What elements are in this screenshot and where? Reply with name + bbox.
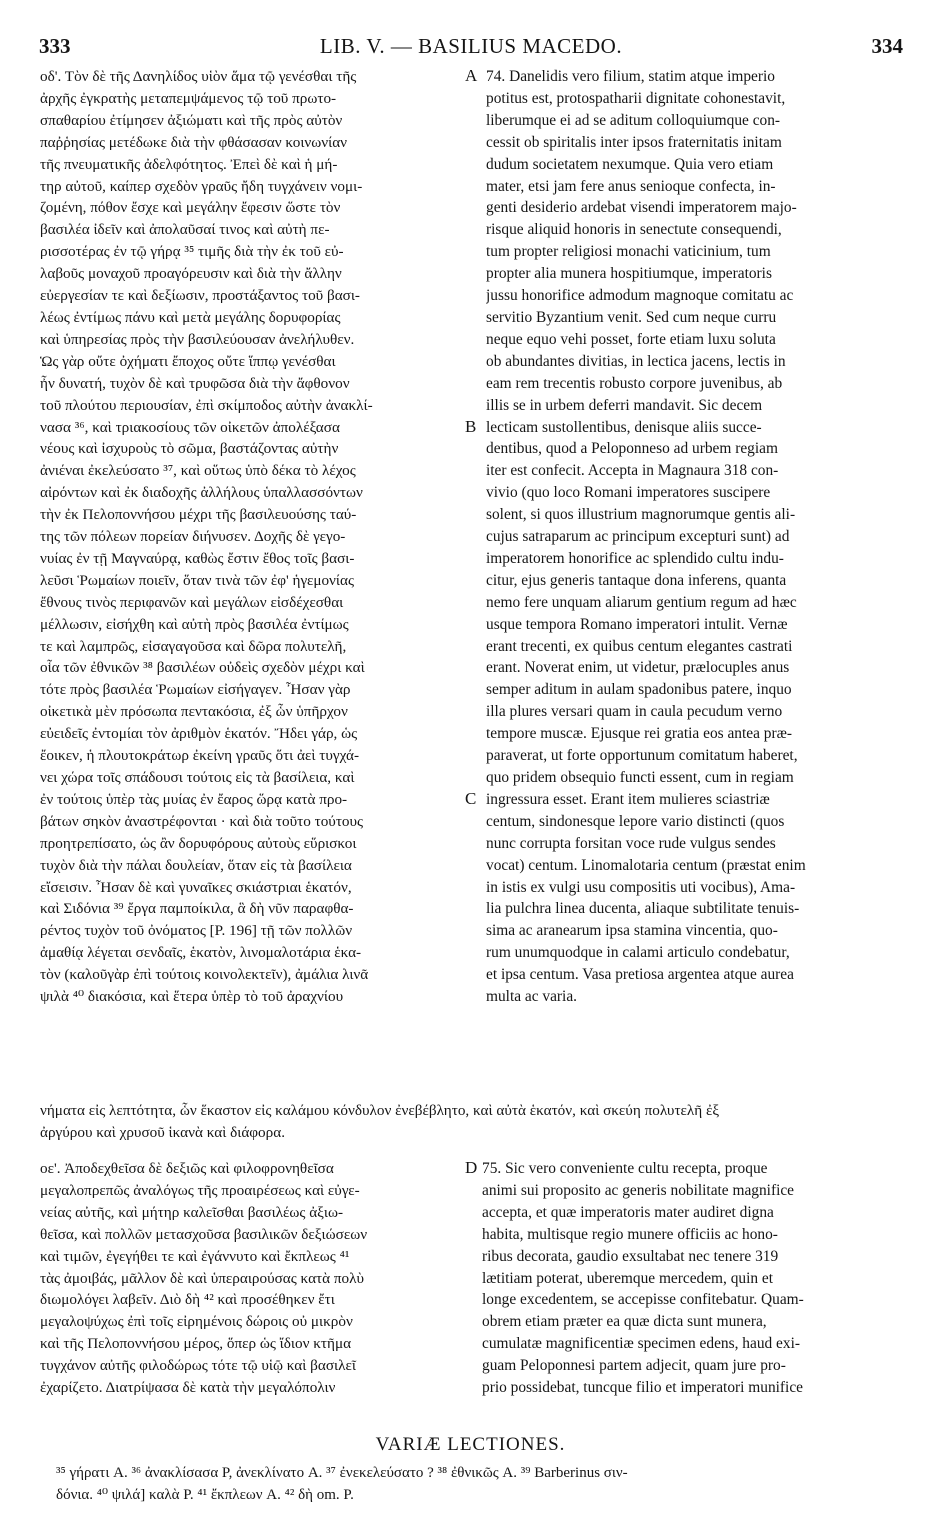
greek-text-line: νυίας ἐν τῇ Μαγναύρᾳ, καθὼς ἔστιν ἔθος τοῖς βασι- [40,549,355,567]
greek-text-line: τότε πρὸς βασιλέα Ῥωμαίων εἰσήγαγεν. Ἦσαν γὰρ [40,681,351,699]
greek-text-line: ἦν δυνατή, τυχὸν δὲ καὶ τρυφῶσα διὰ τὴν ἄφθονον [40,374,350,392]
latin-text-line: guam Peloponnesi partem adjecit, quam jure pro- [482,1357,786,1375]
greek-text-line: θεῖσα, καὶ πολλῶν μετασχοῦσα βασιλικῶν δεξιώσεων [40,1225,368,1243]
greek-text-line: οἰκετικὰ μὲν πρόσωπα πεντακόσια, ἐξ ὧν ὑπῆρχον [40,703,348,721]
greek-column-bottom [40,1158,460,1399]
greek-text-line: τὴν ἐκ Πελοποννήσου μέχρι τῆς βασιλευούσης ταύ- [40,506,357,524]
latin-text-line: obrem etiam præter ea quæ dicta sunt munera, [482,1313,767,1331]
greek-text-line: καὶ τῆς Πελοποννήσου μέρος, ὅπερ ὡς ἴδιον κτῆμα [40,1335,352,1353]
greek-text-line: μέλλωσιν, εἰσήχθη καὶ αὐτὴ πρὸς βασιλέα ἐντίμως [40,615,349,633]
latin-text-line: vocat) centum. Linomalotaria centum (præstat enim [486,856,806,874]
latin-text-line: cessit ob spiritalis inter ipsos fraternitatis initam [486,133,782,151]
greek-text-line: ἀρχῆς ἐγκρατὴς μεταπεμψάμενος τῷ τοῦ πρωτο- [40,89,337,107]
greek-column-top [40,66,460,1008]
right-page-number: 334 [871,34,903,58]
margin-mark-a: A [465,66,478,85]
variae-note-line: δόνια. ⁴⁰ ψιλά] καλὰ P. ⁴¹ ἔκπλεων A. ⁴² δὴ om. P. [56,1487,354,1503]
latin-text-line: jussu honorifice admodum magnoque comitatu ac [486,287,794,305]
latin-text-line: propter alia munera hospitiumque, imperatoris [486,265,772,283]
greek-text-line: νει χώρα τοῖς σπάδουσι τούτοις εἰς τὰ βασίλεια, καὶ [40,769,355,786]
greek-text-line: μεγαλοπρεπῶς ἀναλόγως τῆς προαιρέσεως καὶ εὐγε- [40,1181,360,1199]
latin-text-line: nunc corrupta forsitan voce rude vulgus sendes [486,834,776,852]
latin-text-line: paraverat, ut forte opportunum comitatum haberet, [486,747,798,765]
latin-text-line: semper aditum in aulam spadonibus patere, inquo [486,681,792,699]
latin-text-line: ob abundantes divitias, in lectica jacens, lectis in [486,352,786,370]
latin-text-line: illis se in urbem deferri mandavit. Sic decem [486,396,763,414]
greek-text-line: τῆς πνευματικῆς ἀδελφότητος. Ἐπεὶ δὲ καὶ ἡ μή- [40,155,338,173]
greek-text-line: τε καὶ λαμπρῶς, εἰσαγαγοῦσα καὶ δῶρα πολυτελῆ, [40,637,347,655]
greek-text-line: βασιλέα ἰδεῖν καὶ ἀπολαῦσαί τινος καὶ αὐτὴ πε- [40,221,330,239]
greek-text-line: τυγχάνον αὐτῆς φιλοδώρως τότε τῷ υἱῷ καὶ βασιλεῖ [40,1357,356,1375]
greek-text-line: ζομένη, πόθον ἔσχε καὶ μεγάλην ἔφεσιν ὥστε τὸν [40,199,341,217]
latin-text-line: 74. Danelidis vero filium, statim atque imperio [486,68,775,85]
greek-text-line: εὐεργεσίαν τε καὶ δεξίωσιν, προστάξαντος τοῦ βασι- [40,287,360,305]
full-width-text [40,1100,908,1144]
greek-text-line: ἔοικεν, ἡ πλουτοκράτωρ ἐκείνη γραῦς ὅτι ἀεὶ τυγχά- [40,747,360,765]
greek-text-line: οἷα τῶν ἐθνικῶν ³⁸ βασιλέων οὐδεὶς σχεδὸν μέχρι καὶ [40,659,365,677]
latin-text-line: habita, multisque regio munere officiis ac hono- [482,1225,778,1243]
latin-text-line: risque aliquid honoris in senectute consequendi, [486,221,782,239]
greek-text-line: ρισσοτέρας ἐν τῷ γήρᾳ ³⁵ τιμῆς διὰ τὴν ἐκ τοῦ εὐ- [40,243,344,261]
greek-text-line: διωμολόγει λαβεῖν. Διὸ δὴ ⁴² καὶ προσέθηκεν ἔτι [40,1291,335,1309]
margin-mark-c: C [465,789,477,808]
greek-text-line: νείας αὐτῆς, καὶ μήτηρ καλεῖσθαι βασιλέως ἀξιω- [40,1203,344,1221]
full-width-text-line: νήματα εἰς λεπτότητα, ὧν ἕκαστον εἰς καλάμου κόνδυλον ἐνεβέβλητο, καὶ αὐτὰ ἑκατόν, καὶ σκεύη πολυτελῆ ἐξ [40,1102,720,1119]
running-title: LIB. V. — BASILIUS MACEDO. [319,34,623,58]
greek-text-line: σπαθαρίου ἐτίμησεν ἀξιώματι καὶ τῆς πρὸς αὐτὸν [40,111,343,129]
latin-column-top [486,66,908,1008]
latin-text-line: longe excedentem, se accepisse confitebatur. Quam- [482,1291,804,1309]
latin-text-line: cujus satraparum ac principum excepturi sunt) ad [486,528,790,546]
latin-text-line: genti desiderio ardebat visendi imperatorem majo- [486,199,797,217]
latin-text-line: usque tempora Romano imperatori intulit. Vernæ [486,615,788,633]
greek-text-line: προητρεπίσατο, ὡς ἂν δορυφόρους αὐτοὺς εὕρισκοι [40,834,357,852]
greek-text-line: λαβοῦς μοναχοῦ προαγόρευσιν καὶ διὰ τὴν ἄλλην [40,265,342,283]
latin-text-line: erant trecenti, ex quibus centum elegantes castrati [486,637,793,655]
greek-text-line: νασα ³⁶, καὶ τριακοσίους τῶν οἰκετῶν ἀπολέξασα [40,418,340,436]
greek-text-line: εἴσεισιν. Ἦσαν δὲ καὶ γυναῖκες σκιάστριαι ἑκατόν, [40,878,352,896]
latin-text-line: tum propter religiosi monachi vaticinium, tum [486,243,771,261]
latin-text-line: lætitiam poterat, uberemque mercedem, quin et [482,1269,774,1287]
latin-column-bottom [482,1158,908,1399]
latin-text-line: solent, si quos illustrium magnorumque gentis ali- [486,506,796,524]
full-width-text-line: ἀργύρου καὶ χρυσοῦ ἱκανὰ καὶ διάφορα. [40,1123,285,1141]
greek-text-line: καὶ ὑπηρεσίας πρὸς τὴν βασιλεύουσαν ἀνελήλυθεν. [40,330,355,348]
greek-text-line: οε'. Ἀποδεχθεῖσα δὲ δεξιῶς καὶ φιλοφρονηθεῖσα [40,1160,334,1177]
greek-text-line: τηρ αὐτοῦ, καίπερ σχεδὸν γραῦς ἤδη τυγχάνειν νομι- [40,177,363,195]
latin-text-line: erant. Noverat enim, ut videtur, prælocuples anus [486,659,790,677]
latin-text-line: quo pridem obsequio functi essent, cum in regiam [486,769,794,786]
latin-text-line: sima ac aranearum ipsa stamina vincentia, quo- [486,922,778,940]
latin-text-line: dentibus, quod a Peloponneso ad urbem regiam [486,440,778,458]
latin-text-line: accepta, et quæ imperatoris mater audiret digna [482,1203,774,1221]
latin-text-line: multa ac varia. [486,988,578,1006]
latin-text-line: iter est confecit. Accepta in Magnaura 318 con- [486,462,779,480]
greek-text-line: ἐν τούτοις ὑπὲρ τὰς μυίας ἐν ἔαρος ὥρᾳ κατὰ προ- [40,790,348,808]
latin-text-line: animi sui proposito ac generis nobilitate magnifice [482,1181,795,1199]
variae-lectiones-title: VARIÆ LECTIONES. [375,1434,566,1455]
variae-note-line: ³⁵ γήρατι A. ³⁶ ἀνακλίσασα P, ἀνεκλίνατο A. ³⁷ ἐνεκελεύσατο ? ³⁸ ἐθνικῶς A. ³⁹ Barberinus σιν- [56,1465,628,1481]
greek-text-line: καὶ τιμῶν, ἐγεγήθει τε καὶ ἐγάννυτο καὶ ἔκπλεως ⁴¹ [40,1247,350,1265]
latin-text-line: rum unumquodque in calami articulo condebatur, [486,944,790,962]
latin-text-line: prio possidebat, tuncque filio et imperatori munifice [482,1379,803,1397]
latin-text-line: potitus est, protospatharii dignitate cohonestavit, [486,89,786,107]
latin-text-line: lia pulchra linea ducenta, aliaque subtilitate tenuis- [486,900,800,918]
left-page-number: 333 [39,34,71,58]
latin-text-line: neque equo vehi posset, forte etiam luxu soluta [486,330,776,348]
greek-text-line: της τῶν πόλεων πορείαν διήνυσεν. Δοχῆς δὲ γεγο- [40,528,346,546]
greek-text-line: καὶ Σιδόνια ³⁹ ἔργα παμποίκιλα, ἃ δὴ νῦν παραφθα- [40,900,354,918]
greek-text-line: νέους καὶ ἰσχυροὺς τὸ σῶμα, βαστάζοντας αὐτὴν [40,440,339,458]
greek-text-line: ἐχαρίζετο. Διατρίψασα δὲ κατὰ τὴν μεγαλόπολιν [40,1379,336,1397]
latin-text-line: mater, etsi jam fere anus senioque confecta, in- [486,177,776,195]
greek-text-line: ἔθνους τινὸς περιφανῶν καὶ μεγάλων εἰσδέχεσθαι [40,593,344,611]
greek-text-line: ψιλὰ ⁴⁰ διακόσια, καὶ ἕτερα ὑπὲρ τὸ τοῦ ἀραχνίου [40,988,344,1006]
greek-text-line: μεγαλοψύχως ἐπὶ τοῖς εἰρημένοις δώροις οὐ μικρὸν [40,1313,353,1331]
greek-text-line: Ὡς γὰρ οὔτε ὀχήματι ἔποχος οὔτε ἵππῳ γενέσθαι [40,352,336,370]
latin-text-line: 75. Sic vero conveniente cultu recepta, proque [482,1160,768,1177]
latin-text-line: centum, sindonesque lepore vario distincti (quos [486,812,785,830]
variae-lectiones-notes [56,1462,908,1506]
greek-text-line: βάτων σηκὸν ἀναστρέφονται · καὶ διὰ τοῦτο τούτους [40,812,364,830]
greek-text-line: οδ'. Τὸν δὲ τῆς Δανηλίδος υἱὸν ἅμα τῷ γενέσθαι τῆς [40,68,357,85]
latin-text-line: in istis ex vulgi usu compositis uti vocibus), Ama- [486,878,796,896]
greek-text-line: λεῦσι Ῥωμαίων ποιεῖν, ὅταν τινὰ τῶν ἐφ' ἡγεμονίας [40,571,354,589]
greek-text-line: τὰς ἀμοιβάς, μᾶλλον δὲ καὶ ὑπεραιρούσας κατὰ πολὺ [40,1269,365,1287]
greek-text-line: ρέντος τυχὸν τοῦ ὀνόματος [P. 196] τῇ τῶν πολλῶν [40,922,353,940]
latin-text-line: nemo fere unquam aliarum gentium regum ad hæc [486,593,797,611]
page-header [35,34,907,64]
greek-text-line: αἰρόντων καὶ ἐκ διαδοχῆς ἀλλήλους ὑπαλλασσόντων [40,484,363,502]
latin-text-line: servitio Byzantium venit. Sed cum neque curru [486,308,777,326]
greek-text-line: λέως ἐντίμως πάνυ καὶ μετὰ μεγάλης δορυφορίας [40,308,341,326]
greek-text-line: εὐειδεῖς ἐντομίαι τὸν ἀριθμὸν ἑκατόν. Ἤδει γάρ, ὡς [40,725,358,743]
latin-text-line: et ipsa centum. Vasa pretiosa argentea atque aurea [486,966,794,984]
latin-text-line: citur, ejus generis tantaque dona inferens, quanta [486,571,787,589]
latin-text-line: cumulatæ magnificentiæ specimen edens, haud exi- [482,1335,800,1353]
greek-text-line: τὸν (καλοῦγὰρ ἐπὶ τούτοις κοινολεκτεῖν), ἀμάλια λινᾶ [40,966,369,984]
greek-text-line: ἀνιέναι ἐκελεύσατο ³⁷, καὶ οὕτως ὑπὸ δέκα τὸ λέχος [40,462,356,480]
latin-text-line: vivio (quo loco Romani imperatores suscipere [486,484,771,502]
latin-text-line: ingressura esset. Erant item mulieres sciastriæ [486,790,770,808]
latin-text-line: tempore muscæ. Ejusque rei gratia eos antea præ- [486,725,793,743]
margin-mark-b: B [465,417,477,436]
latin-text-line: imperatorem honorifice ac splendido cultu indu- [486,549,784,567]
greek-text-line: τυχὸν διὰ τὴν πάλαι δουλείαν, ὅταν εἰς τὰ βασίλεια [40,856,352,874]
greek-text-line: παῤῥησίας μετέδωκε διὰ τὴν φθάσασαν κοινωνίαν [40,133,348,151]
latin-text-line: ribus decorata, gaudio exsultabat nec tenere 319 [482,1247,779,1265]
latin-text-line: liberumque ei ad se aditum colloquiumque con- [486,111,781,129]
margin-mark-d: D [465,1158,478,1177]
greek-text-line: ἀμαθίᾳ λέγεται σενδαῖς, ἑκατὸν, λινομαλοτάρια ἑκα- [40,944,362,962]
latin-text-line: illa plures versari quam in caula pecudum verno [486,703,783,721]
latin-text-line: eam rem trecentis robusto corpore juvenibus, ab [486,374,783,392]
greek-text-line: τοῦ πλούτου περιουσίαν, ἐπὶ σκίμποδος αὐτὴν ἀνακλί- [40,396,373,414]
latin-text-line: lecticam sustollentibus, denisque aliis succe- [486,418,762,436]
latin-text-line: dudum societatem nexumque. Quia vero etiam [486,155,774,173]
